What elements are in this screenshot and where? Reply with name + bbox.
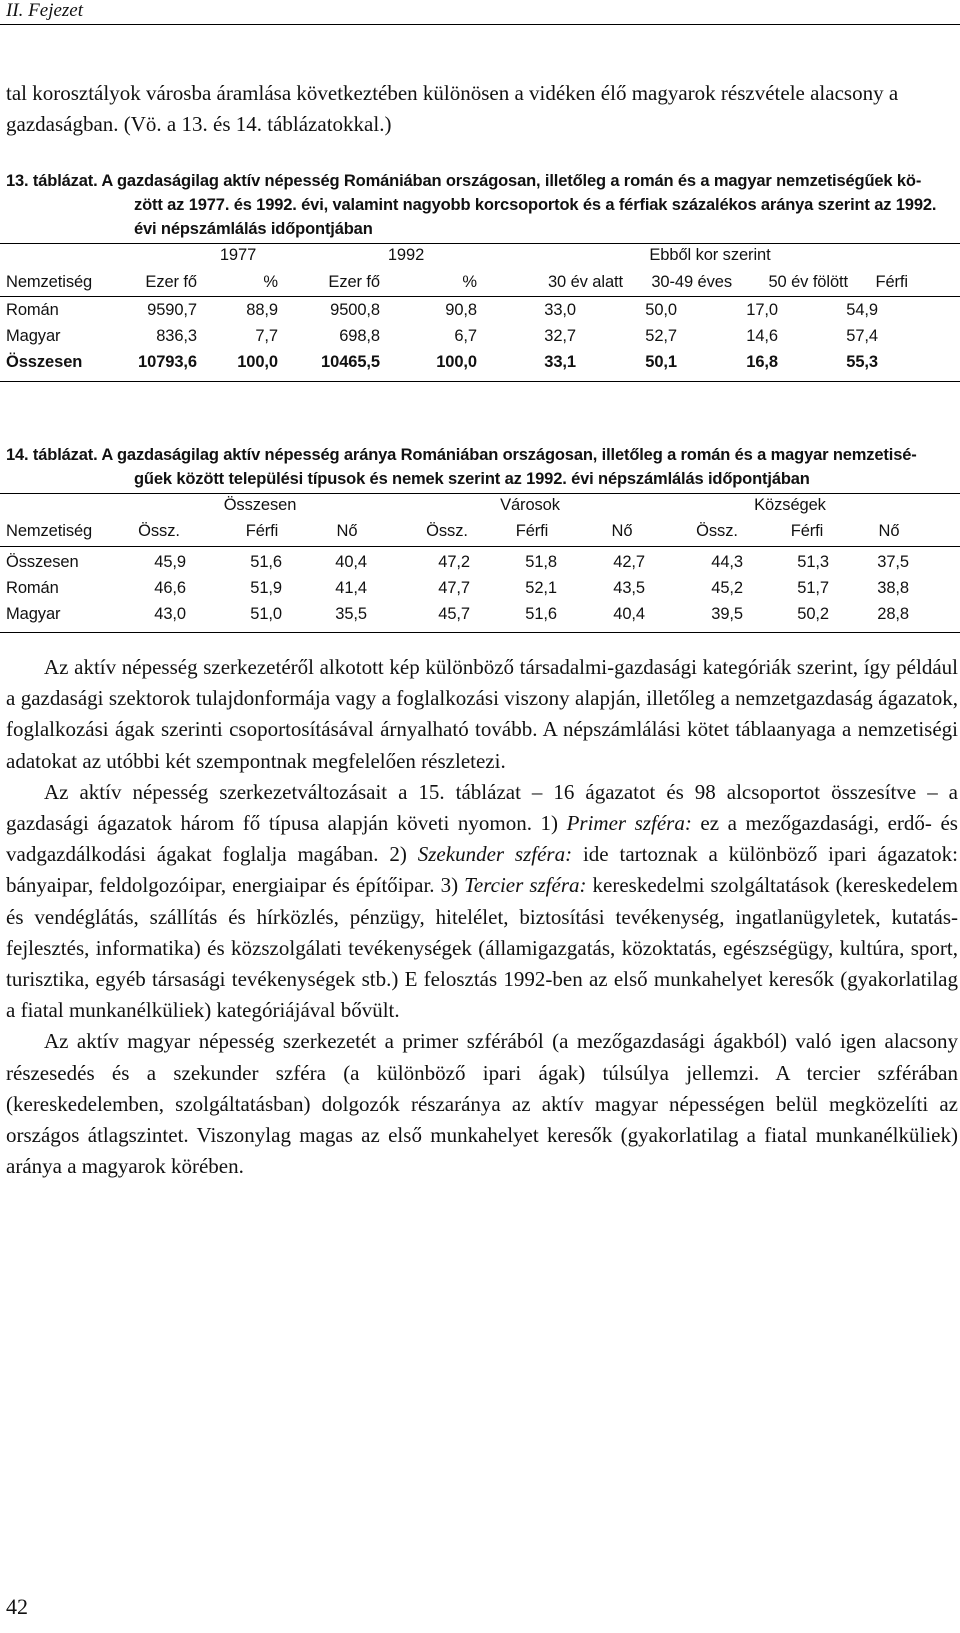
table-13-col-under-30: 30 év alatt [547, 273, 623, 291]
table-14-caption [6, 443, 956, 491]
table-13-cell: 90,8 [445, 301, 477, 319]
body-paragraph-2-part-a: Az aktív népesség szerkezetváltozásait a 15. táblázat – 16 ágazatot és 98 alcsoportot összesítve – a gazdasági ágazatok három fő típusa alapján követi nyomon. 1) [6, 779, 958, 836]
table-14-col-total-all: Össz. [138, 522, 180, 540]
table-14-cell: 38,8 [877, 579, 909, 597]
table-13-column-header-row [0, 273, 960, 298]
table-13-top-rule [0, 243, 960, 244]
table-14-cell: 35,5 [335, 605, 367, 623]
table-13-cell: Összesen [6, 353, 83, 371]
running-head: II. Fejezet [6, 0, 84, 21]
table-13-cell: Magyar [6, 327, 61, 345]
table-13-caption-line-1: 13. táblázat. A gazdaságilag aktív népesség Romániában országosan, illetőleg a román és a magyar nemzetiségűek kö- [6, 172, 922, 190]
table-14-cell: 44,3 [711, 553, 743, 571]
table-14-col-total-male: Férfi [245, 522, 279, 540]
table-row [0, 553, 960, 578]
table-14-cell: 28,8 [877, 605, 909, 623]
table-13-col-thousand-1977: Ezer fő [145, 273, 197, 291]
header-rule [0, 24, 960, 25]
body-paragraph-1: Az aktív népesség szerkezetéről alkotott kép különböző társadalmi-gazdasági kategóriák szerint, így például a gazdasági szektorok tulajdonformája vagy a foglalkozási viszony alapján, illetőleg a nemzetgazdaság ágazatok, foglalkozási ágak szerinti csoportosításával árnyalható tovább. A népszámlálási kötet táblaanyaga a nemzetiségi adatokat az utóbbi két szempontnak megfelelően részletezi. [6, 655, 958, 773]
table-14-top-rule [0, 493, 960, 494]
table-14-col-nationality: Nemzetiség [6, 522, 93, 540]
table-row [0, 605, 960, 630]
table-13-cell: 33,1 [544, 353, 576, 371]
table-14-col-city-female: Nő [611, 522, 633, 540]
table-13-cell: 6,7 [454, 327, 477, 345]
table-14-col-city-all: Össz. [426, 522, 468, 540]
table-14-cell: 51,9 [250, 579, 282, 597]
table-14-cell: 45,9 [154, 553, 186, 571]
table-13-cell: 54,9 [846, 301, 878, 319]
table-14-cell: 43,0 [154, 605, 186, 623]
table-14-cell: 40,4 [335, 553, 367, 571]
body-text [6, 652, 958, 1182]
table-14-cell: 43,5 [613, 579, 645, 597]
table-14-cell: 51,3 [797, 553, 829, 571]
table-13-col-male: Férfi [875, 273, 908, 291]
table-13-group-header-row [0, 246, 960, 271]
table-14-group-villages: Községek [754, 496, 826, 514]
table-13-cell: 836,3 [156, 327, 197, 345]
body-paragraph-3: Az aktív magyar népesség szerkezetét a primer szférából (a mezőgazdasági ágakból) való igen alacsony részesedés és a szekunder szféra (a különböző ipari ágak) túlsúlya jellemzi. A tercier szférában (kereskedelemben, szolgáltatásban) dolgozók részaránya az aktív magyar népességen belül megközelíti az országos átlagszintet. Viszonylag magas az első munkahelyet keresők (gyakorlatilag a fiatal munkanélküliek) aránya a magyarok körében. [6, 1029, 958, 1179]
table-14-cell: Magyar [6, 605, 61, 623]
table-row [0, 327, 960, 352]
table-14-col-village-female: Nő [878, 522, 900, 540]
table-14-cell: 52,1 [525, 579, 557, 597]
table-row [0, 579, 960, 604]
table-13-caption-line-2: zött az 1977. és 1992. évi, valamint nagyobb korcsoportok és a férfiak százalékos aránya szerint az 1992. [134, 196, 937, 214]
table-13-group-age: Ebből kor szerint [649, 246, 771, 264]
table-14-col-total-female: Nő [336, 522, 358, 540]
table-14-group-total: Összesen [223, 496, 297, 514]
table-14-cell: 46,6 [154, 579, 186, 597]
table-13-cell: 17,0 [746, 301, 778, 319]
table-14-cell: 51,6 [525, 605, 557, 623]
table-14-col-city-male: Férfi [515, 522, 549, 540]
table-14-column-header-row [0, 522, 960, 547]
body-paragraph-2-part-c: ide tartoznak a különböző ipari ágazatok: bányaipar, feldolgozóipar, energiaipar és építőipar. 3) [6, 842, 958, 898]
table-14-cell: 41,4 [335, 579, 367, 597]
term-tertiary-sphere: Tercier szféra: [464, 873, 587, 898]
table-14-caption-line-2: gűek között települési típusok és nemek szerint az 1992. évi népszámlálás időpontjában [134, 470, 810, 488]
table-13-cell: 10793,6 [138, 353, 197, 371]
table-13-cell: Román [6, 301, 59, 319]
page-number: 42 [6, 1594, 28, 1619]
table-14-bottom-rule [0, 632, 960, 633]
table-13-col-pct-1992: % [462, 273, 477, 291]
table-13-cell: 100,0 [436, 353, 477, 371]
table-13-cell: 32,7 [544, 327, 576, 345]
table-14-cell: 50,2 [797, 605, 829, 623]
table-13-col-30-49: 30-49 éves [651, 273, 732, 291]
table-14-cell: 39,5 [711, 605, 743, 623]
table-row-total [0, 353, 960, 378]
table-14-cell: 45,7 [438, 605, 470, 623]
table-14-cell: 40,4 [613, 605, 645, 623]
table-14-group-cities: Városok [500, 496, 560, 514]
table-14-cell: 51,6 [250, 553, 282, 571]
table-13-cell: 14,6 [746, 327, 778, 345]
intro-paragraph: tal korosztályok városba áramlása következtében különösen a vidéken élő magyarok részvétele alacsony a gazdaságban. (Vö. a 13. és 14. táblázatokkal.) [6, 81, 899, 136]
table-13-col-pct-1977: % [263, 273, 278, 291]
body-paragraph-2-part-b: ez a mezőgazdasági, erdő- és vadgazdálkodási ágakat foglalja magában. 2) [6, 811, 958, 867]
table-13-cell: 9500,8 [330, 301, 380, 319]
table-14-cell: 51,7 [797, 579, 829, 597]
table-14-cell: 37,5 [877, 553, 909, 571]
table-14-caption-line-1: 14. táblázat. A gazdaságilag aktív népesség aránya Romániában országosan, illetőleg a román és a magyar nemzetisé- [6, 446, 917, 464]
table-14-cell: 51,0 [250, 605, 282, 623]
body-paragraph-2-part-d: kereskedelmi szolgáltatások (kereskedelem és vendéglátás, szállítás és hírközlés, pénzügy, hitelélet, biztosítási tevékenység, ingatlanügyletek, kutatás-fejlesztés, informatika) és közszolgálati tevékenységek (államigazgatás, közoktatás, egészségügy, kultúra, sport, turisztika, egyéb társasági tevékenységek stb.) E felosztás 1992-ben az első munkahelyet keresők (gyakorlatilag a fiatal munkanélküliek) kategóriájával bővült. [6, 873, 959, 1023]
table-13-cell: 698,8 [339, 327, 380, 345]
table-13-bottom-rule [0, 381, 960, 382]
table-13-cell: 9590,7 [147, 301, 197, 319]
table-14-cell: Összesen [6, 553, 79, 571]
table-13-cell: 57,4 [846, 327, 878, 345]
term-primary-sphere: Primer szféra: [566, 811, 692, 836]
table-13-cell: 50,1 [645, 353, 677, 371]
table-14-cell: 42,7 [613, 553, 645, 571]
table-14-header-rule [0, 546, 960, 547]
table-13-group-1977: 1977 [219, 246, 257, 264]
table-13-cell: 50,0 [645, 301, 677, 319]
table-13-cell: 10465,5 [321, 353, 380, 371]
term-secondary-sphere: Szekunder szféra: [417, 842, 573, 867]
table-13-col-nationality: Nemzetiség [6, 273, 93, 291]
table-14-cell: Román [6, 579, 59, 597]
table-13-cell: 52,7 [645, 327, 677, 345]
table-14-col-village-male: Férfi [790, 522, 824, 540]
table-13-caption [6, 169, 956, 241]
body-paragraph-2 [6, 777, 958, 1027]
table-14-cell: 51,8 [525, 553, 557, 571]
table-13-col-thousand-1992: Ezer fő [328, 273, 380, 291]
table-13-cell: 16,8 [746, 353, 778, 371]
table-14-cell: 47,7 [438, 579, 470, 597]
table-13-cell: 33,0 [544, 301, 576, 319]
table-14-col-village-all: Össz. [696, 522, 738, 540]
table-14-cell: 45,2 [711, 579, 743, 597]
table-row [0, 301, 960, 326]
table-13-cell: 100,0 [237, 353, 278, 371]
table-13-group-1992: 1992 [387, 246, 425, 264]
table-14-cell: 47,2 [438, 553, 470, 571]
table-13-cell: 7,7 [255, 327, 278, 345]
table-13-col-over-50: 50 év fölött [768, 273, 848, 291]
table-14-group-header-row [0, 496, 960, 521]
table-13-header-rule [0, 296, 960, 297]
table-13-cell: 88,9 [246, 301, 278, 319]
table-13-cell: 55,3 [846, 353, 878, 371]
table-13-caption-line-3: évi népszámlálás időpontjában [134, 220, 373, 238]
